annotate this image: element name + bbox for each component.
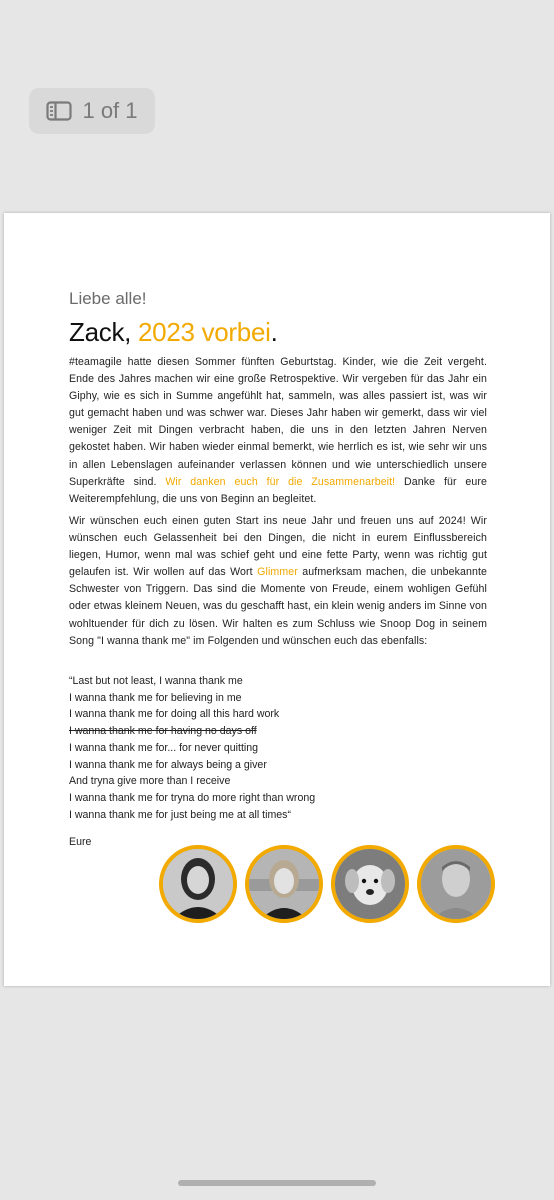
paragraph-2 — [69, 513, 487, 650]
headline-suffix: . — [270, 317, 278, 347]
quote-block — [69, 673, 315, 823]
quote-line-strikethrough: I wanna thank me for having no days off — [69, 725, 257, 738]
signature: Eure — [69, 836, 92, 848]
paragraph-1-text: #teamagile hatte diesen Sommer fünften Geburtstag. Kinder, wie die Zeit vergeht. Ende des Jahres machen wir eine große Retrospektive. Wir vergeben für das Jahr ein Giphy, wie es sich in Summe angefühlt hat, sammeln, was alles passiert ist, was wir gut gemacht haben und was schwer war. Dieses Jahr haben wir gemerkt, dass wir viel weniger Zeit mit Dingen verbracht haben, die uns in den letzten Jahren Nerven gekostet haben. Wir haben wieder einmal bemerkt, wie herrlich es ist, wie sehr wir uns in allen Lebenslagen aufeinander verlassen können und wie unterschiedlich unsere Superkräfte sind. — [69, 356, 487, 488]
quote-line: And tryna give more than I receive — [69, 775, 231, 788]
home-indicator[interactable] — [178, 1180, 376, 1186]
quote-line: I wanna thank me for... for never quitting — [69, 741, 259, 754]
headline-prefix: Zack, — [69, 317, 138, 347]
headline-accent: 2023 vorbei — [138, 317, 271, 347]
quote-line: I wanna thank me for doing all this hard work — [69, 708, 280, 721]
quote-line: I wanna thank me for always being a giver — [69, 758, 267, 771]
paragraph-2-text: Wir wünschen euch einen guten Start ins neue Jahr und freuen uns auf 2024! Wir wünschen euch Gelassenheit bei den Dingen, die nicht in eurem Einflussbereich liegen, Humor, wenn mal was schief geht und eine fette Party, wenn was richtig gut gelaufen ist. Wir wollen auf das Wort — [69, 515, 487, 579]
page-counter-button[interactable] — [29, 88, 155, 134]
avatar-woman-dark-hair — [159, 845, 237, 923]
paragraph-1-text-end: Danke für eure Weiterempfehlung, die uns von Beginn an begleitet. — [69, 475, 487, 505]
paragraph-1 — [69, 354, 487, 508]
quote-line: “Last but not least, I wanna thank me — [69, 675, 243, 687]
quote-line: I wanna thank me for tryna do more right than wrong — [69, 791, 316, 804]
document-page — [4, 213, 550, 986]
avatar-man — [417, 845, 495, 923]
page-counter-label: 1 of 1 — [82, 98, 138, 123]
headline — [69, 317, 278, 348]
quote-line: I wanna thank me for believing in me — [69, 691, 242, 704]
sidebar-icon — [46, 101, 72, 121]
avatar-dog — [331, 845, 409, 923]
avatar-woman-blonde — [245, 845, 323, 923]
paragraph-2-highlight: Glimmer — [257, 566, 298, 579]
greeting: Liebe alle! — [69, 289, 147, 308]
paragraph-1-highlight: Wir danken euch für die Zusammenarbeit! — [165, 475, 396, 488]
paragraph-2-text-end: aufmerksam machen, die unbekannte Schwester von Triggern. Das sind die Momente von Freude, einem wohligen Gefühl oder etwas kleinem Neuen, was du geschafft hast, ein klein wenig anders im Sinne von wohltuender für dich zu lösen. Wir halten es zum Schluss wie Snoop Dog in seinem Song "I wanna thank me" im Folgenden und wünschen euch das ebenfalls: — [69, 566, 487, 647]
team-avatars — [159, 845, 494, 922]
quote-line: I wanna thank me for just being me at all times“ — [69, 808, 291, 821]
